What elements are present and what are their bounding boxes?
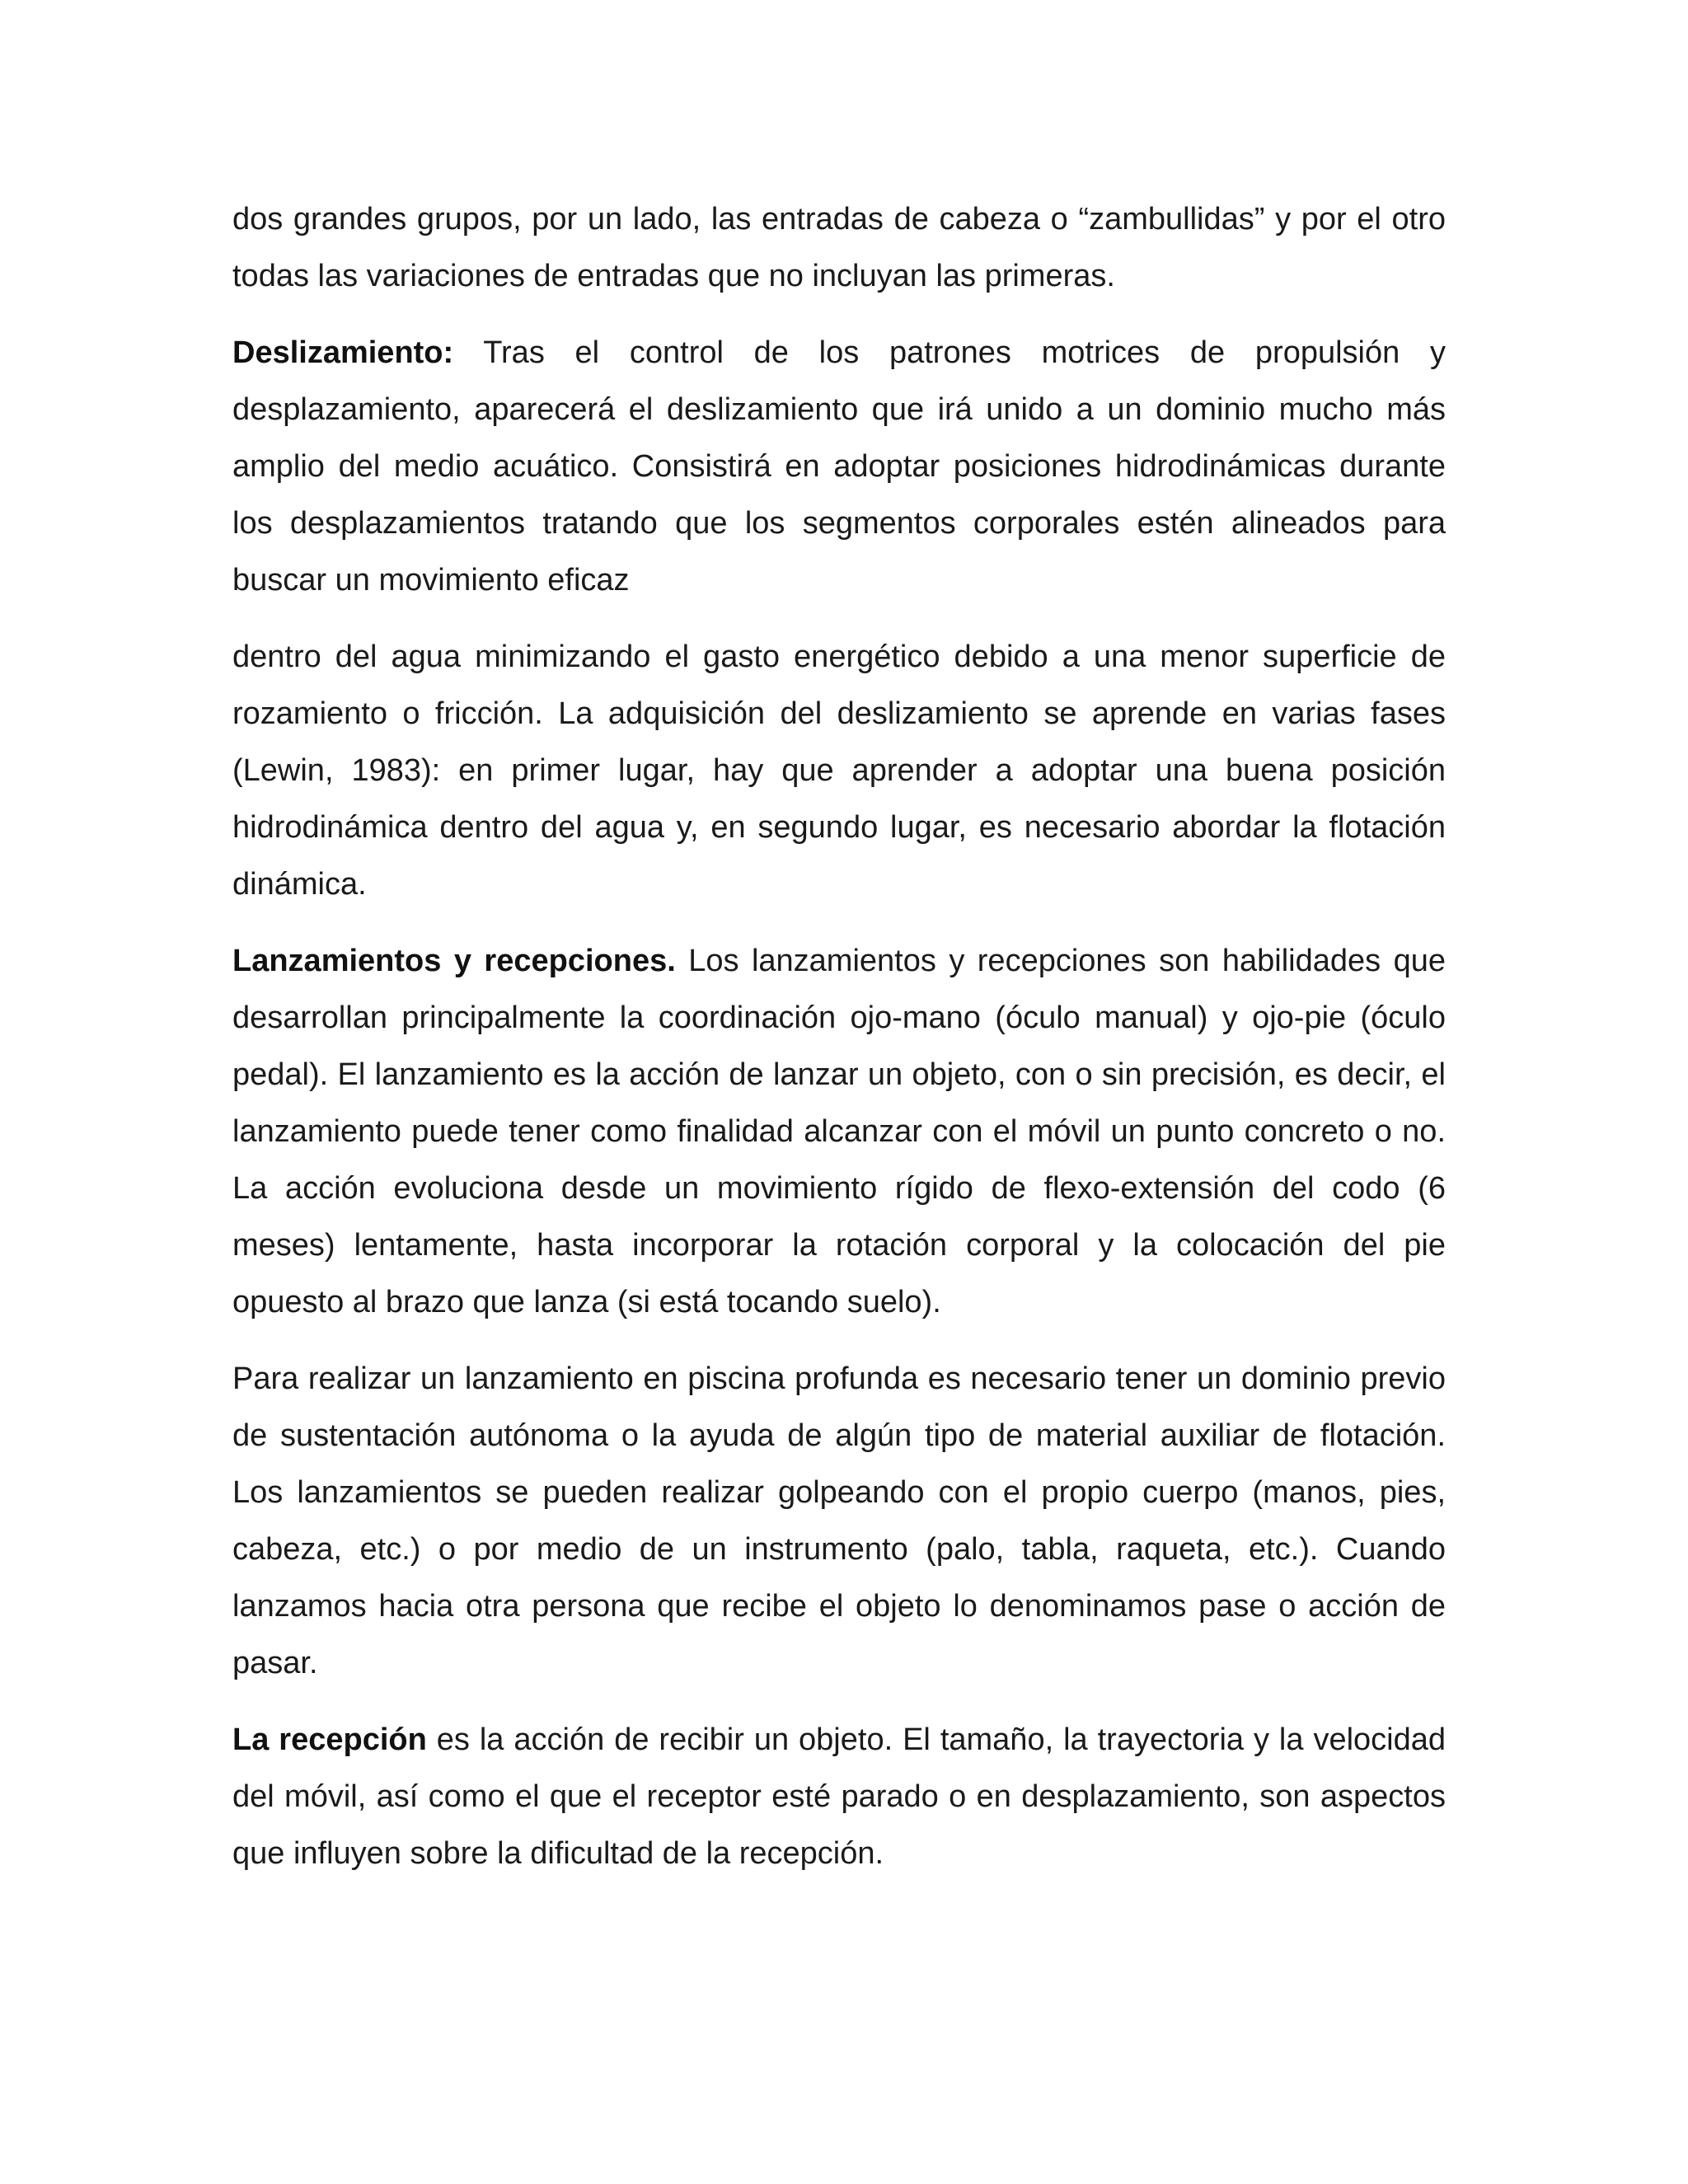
document-body: [232, 191, 1446, 1902]
paragraph-piscina-profunda: [232, 1351, 1446, 1692]
paragraph-heading-recepcion: La recepción: [232, 1722, 427, 1757]
paragraph-heading-lanzamientos: Lanzamientos y recepciones.: [232, 944, 676, 978]
paragraph-entradas: [232, 191, 1446, 305]
paragraph-text: dentro del agua minimizando el gasto energético debido a una menor superficie de rozamiento o fricción. La adquisición del deslizamiento se aprende en varias fases (Lewin, 1983): en primer lugar, hay que aprender a adoptar una buena posición hidrodinámica dentro del agua y, en segundo lugar, es necesario abordar la flotación dinámica.: [232, 640, 1446, 902]
paragraph-text: dos grandes grupos, por un lado, las entradas de cabeza o “zambullidas” y por el otro todas las variaciones de entradas que no incluyan las primeras.: [232, 202, 1446, 293]
paragraph-lanzamientos: [232, 933, 1446, 1331]
paragraph-text: es la acción de recibir un objeto. El tamaño, la trayectoria y la velocidad del móvil, así como el que el receptor esté parado o en desplazamiento, son aspectos que influyen sobre la dificultad de la recepción.: [232, 1722, 1447, 1871]
paragraph-text: Tras el control de los patrones motrices de propulsión y desplazamiento, aparecerá el deslizamiento que irá unido a un dominio mucho más amplio del medio acuático. Consistirá en adoptar posiciones hidrodinámicas durante los desplazamientos tratando que los segmentos corporales estén alineados para buscar un movimiento eficaz: [232, 335, 1446, 598]
paragraph-deslizamiento: [232, 325, 1446, 609]
paragraph-text: Para realizar un lanzamiento en piscina profunda es necesario tener un dominio previo de sustentación autónoma o la ayuda de algún tipo de material auxiliar de flotación. Los lanzamientos se pueden realizar golpeando con el propio cuerpo (manos, pies, cabeza, etc.) o por medio de un instrumento (palo, tabla, raqueta, etc.). Cuando lanzamos hacia otra persona que recibe el objeto lo denominamos pase o acción de pasar.: [232, 1361, 1446, 1680]
paragraph-text: Los lanzamientos y recepciones son habilidades que desarrollan principalmente la coordinación ojo-mano (óculo manual) y ojo-pie (óculo pedal). El lanzamiento es la acción de lanzar un objeto, con o sin precisión, es decir, el lanzamiento puede tener como finalidad alcanzar con el móvil un punto concreto o no. La acción evoluciona desde un movimiento rígido de flexo-extensión del codo (6 meses) lentamente, hasta incorporar la rotación corporal y la colocación del pie opuesto al brazo que lanza (si está tocando suelo).: [232, 944, 1446, 1319]
paragraph-heading-deslizamiento: Deslizamiento:: [232, 335, 454, 370]
paragraph-deslizamiento-continuation: [232, 629, 1446, 913]
paragraph-recepcion: [232, 1712, 1446, 1882]
